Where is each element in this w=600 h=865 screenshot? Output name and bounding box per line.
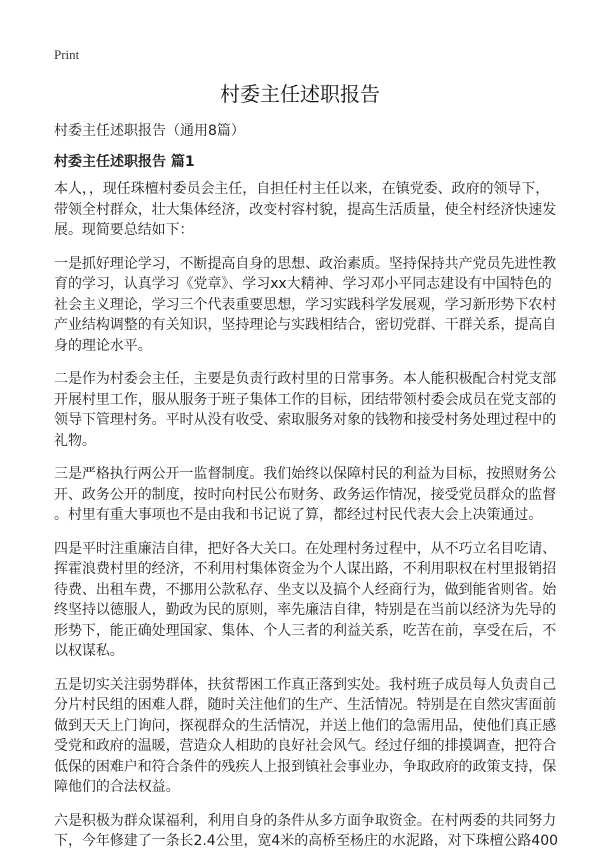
paragraph xyxy=(54,254,557,357)
paragraph-line: 四是平时注重廉洁自律，把好各大关口。在处理村务过程中，从不巧立名目吃请、 xyxy=(54,540,557,557)
paragraph-line: 挥霍浪费村里的经济，不利用村集体资金为个人谋出路，不利用职权在村里报销招 xyxy=(54,561,557,577)
paragraph-line: 低保的困难户和符合条件的残疾人上报到镇社会事业办，争取政府的政策支持，保 xyxy=(54,758,557,775)
paragraph-line: 。村里有重大事项也不是由我和书记说了算，都经过村民代表大会上决策通过。 xyxy=(54,507,543,523)
section-heading: 村委主任述职报告 篇1 xyxy=(54,154,195,170)
document-subtitle: 村委主任述职报告（通用8篇） xyxy=(54,123,245,139)
paragraph-line: 礼物。 xyxy=(54,432,96,449)
paragraph-line: 领导下管理村务。平时从没有收受、索取服务对象的钱物和接受村务处理过程中的 xyxy=(54,412,557,428)
paragraph xyxy=(54,369,557,451)
paragraph-line: 终坚持以德服人，勤政为民的原则，率先廉洁自律，特别是在当前以经济为先导的 xyxy=(54,602,557,618)
paragraph-line: 待费、出租车费，不挪用公款私存、坐支以及搞个人经商行为，做到能省则省。始 xyxy=(54,581,557,598)
print-link[interactable]: Print xyxy=(54,47,80,62)
paragraph-line: 本人，，现任珠檀村委员会主任，自担任村主任以来，在镇党委、政府的领导下， xyxy=(54,181,550,197)
paragraph xyxy=(54,675,557,798)
paragraph-line: 开、政务公开的制度，按时向村民公布财务、政务运作情况，接受党员群众的监督 xyxy=(54,486,557,503)
paragraph-line: 五是切实关注弱势群体，扶贫帮困工作真正落到实处。我村班子成员每人负责自己 xyxy=(54,676,557,693)
paragraph-line: 产业结构调整的有关知识，坚持理论与实践相结合，密切党群、干群关系，提高自 xyxy=(54,317,557,333)
paragraph-line: 带领全村群众，壮大集体经济，改变村容村貌，提高生活质量，使全村经济快速发 xyxy=(54,201,557,218)
paragraph-line: 障他们的合法权益。 xyxy=(54,779,180,795)
paragraph-line: 三是严格执行两公开一监督制度。我们始终以保障村民的利益为目标，按照财务公 xyxy=(54,466,557,482)
paragraph-line: 以权谋私。 xyxy=(54,643,124,659)
document-body xyxy=(54,179,558,865)
paragraph xyxy=(54,811,558,852)
paragraph xyxy=(54,179,557,241)
document-title: 村委主任述职报告 xyxy=(220,82,380,106)
paragraph-line: 做到天天上门询问，探视群众的生活情况，并送上他们的急需用品，使他们真正感 xyxy=(54,717,557,734)
paragraph-line: 展。现简要总结如下： xyxy=(54,222,194,238)
paragraph-line: 二是作为村委会主任，主要是负责行政村里的日常事务。本人能积极配合村党支部 xyxy=(54,371,557,387)
paragraph xyxy=(54,539,557,662)
paragraph-line: 下，今年修建了一条长2.4公里，宽4米的高桥至杨庄的水泥路，对下珠檀公路400 xyxy=(54,833,558,849)
paragraph-line: 形势下，能正确处理国家、集体、个人三者的利益关系，吃苦在前，享受在后，不 xyxy=(54,622,557,639)
paragraph xyxy=(54,464,557,526)
paragraph-line: 分片村民组的困难人群，随时关注他们的生产、生活情况。特别是在自然灾害面前 xyxy=(54,697,557,713)
paragraph-line: 六是积极为群众谋福利，利用自身的条件从多方面争取资金。在村两委的共同努力 xyxy=(54,812,557,829)
paragraph-line: 受党和政府的温暖，营造众人相助的良好社会风气。经过仔细的排摸调查，把符合 xyxy=(54,738,557,754)
paragraph-line: 育的学习，认真学习《党章》、学习xx大精神、学习邓小平同志建设有中国特色的 xyxy=(54,276,552,292)
paragraph-line: 身的理论水平。 xyxy=(54,337,152,354)
paragraph-line: 开展村里工作，服从服务于班子集体工作的目标，团结带领村委会成员在党支部的 xyxy=(54,391,557,408)
paragraph-line: 社会主义理论，学习三个代表重要思想，学习实践科学发展观，学习新形势下农村 xyxy=(54,296,557,313)
paragraph-line: 一是抓好理论学习，不断提高自身的思想、政治素质。坚持保持共产党员先进性教 xyxy=(54,255,557,272)
